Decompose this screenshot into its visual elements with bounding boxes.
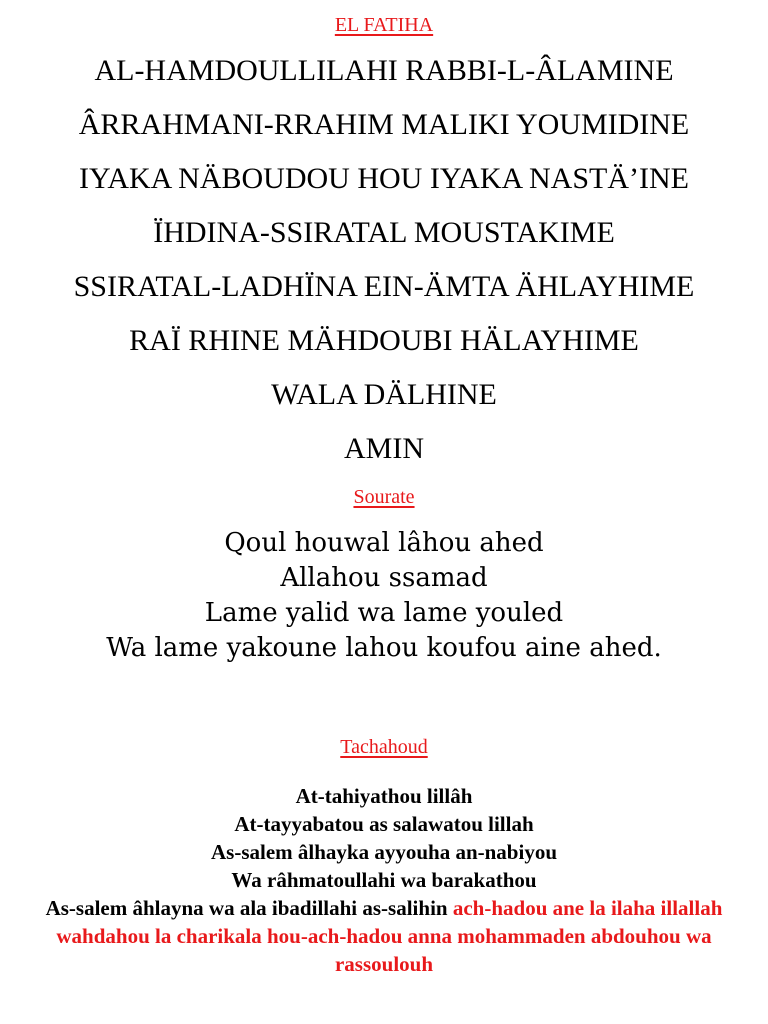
tachahoud-line: At-tahiyathou lillâh [295,784,473,808]
sourate-line: Qoul houwal lâhou ahed [224,528,544,558]
tachahoud-line: At-tayyabatou as salawatou lillah [234,812,534,836]
fatiha-line: SSIRATAL-LADHÏNA EIN-ÄMTA ÄHLAYHIME [73,270,695,303]
tachahoud-line: As-salem âlhayka ayyouha an-nabiyou [211,840,557,864]
fatiha-line: IYAKA NÄBOUDOU HOU IYAKA NASTÄ’INE [79,162,689,195]
tachahoud-final-paragraph [14,894,754,978]
tachahoud-final-black: As-salem âhlayna wa ala ibadillahi as-salihin [45,896,448,920]
tachahoud-final-red: ach-hadou ane la ilaha illallah wahdahou la charikala hou-ach-hadou anna mohammaden abdouhou wa rassoulouh [56,896,723,976]
fatiha-line: WALA DÄLHINE [271,378,497,411]
sourate-line: Allahou ssamad [280,563,488,593]
fatiha-heading: EL FATIHA [334,14,434,36]
fatiha-line: ÂRRAHMANI-RRAHIM MALIKI YOUMIDINE [78,108,690,141]
fatiha-line: AL-HAMDOULLILAHI RABBI-L-ÂLAMINE [94,54,674,87]
fatiha-line: RAÏ RHINE MÄHDOUBI HÄLAYHIME [129,324,639,357]
tachahoud-line: Wa râhmatoullahi wa barakathou [231,868,537,892]
sourate-line: Lame yalid wa lame youled [204,598,564,628]
fatiha-line: ÏHDINA-SSIRATAL MOUSTAKIME [153,216,615,249]
fatiha-text [0,44,768,476]
fatiha-line: AMIN [344,432,424,465]
tachahoud-text [0,782,768,894]
tachahoud-heading: Tachahoud [340,736,428,758]
sourate-line: Wa lame yakoune lahou koufou aine ahed. [106,633,662,663]
sourate-text [0,526,768,666]
sourate-heading: Sourate [353,486,415,508]
